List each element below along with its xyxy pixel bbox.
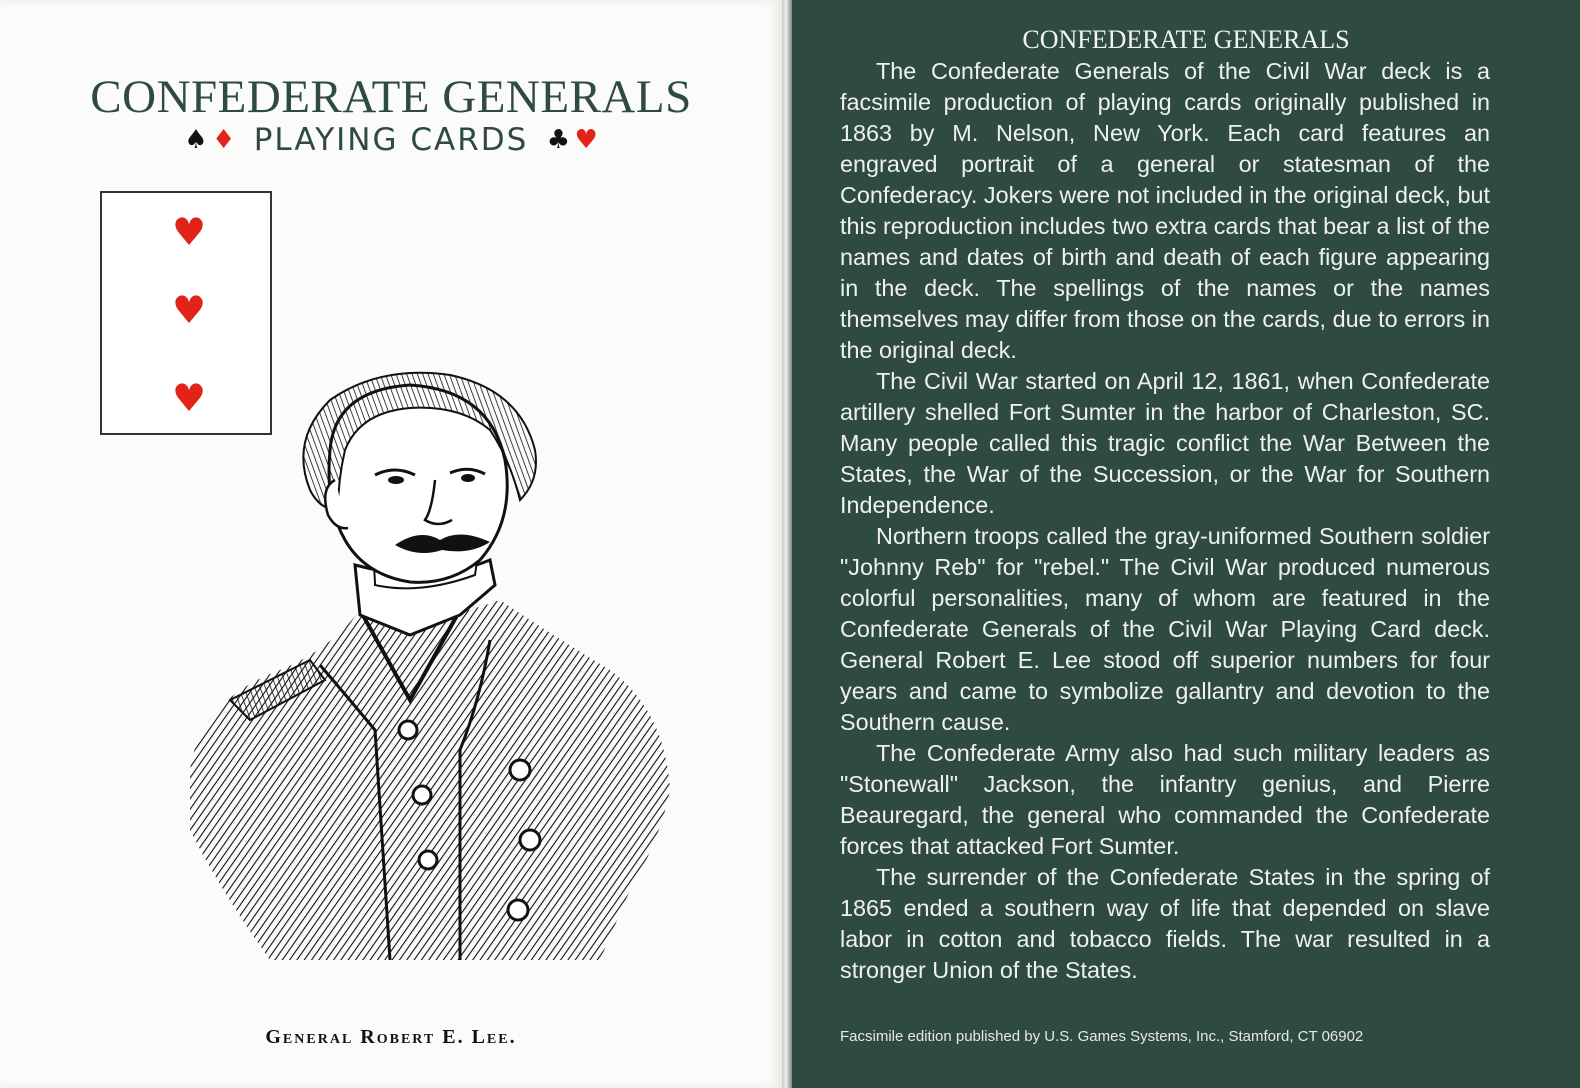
heart-icon: ♥ <box>172 376 207 420</box>
paragraph: The Confederate Army also had such military leaders as "Stonewall" Jackson, the infantry genius, and Pierre Beauregard, the general who commanded the Confederate forces that attacked Fort Sumter. <box>840 740 1490 859</box>
diamond-icon: ♦ <box>211 125 236 155</box>
box-back <box>792 0 1580 1088</box>
heart-icon: ♥ <box>172 288 207 332</box>
heart-icon: ♥ <box>172 210 207 254</box>
subtitle-row <box>0 122 782 158</box>
paragraph: Northern troops called the gray-uniformed Southern soldier "Johnny Reb" for "rebel." The Civil War produced numerous colorful personalities, many of whom are featured in the Confederate Generals of the Civil War Playing Card deck. General Robert E. Lee stood off superior numbers for four years and came to symbolize gallantry and devotion to the Southern cause. <box>840 523 1490 735</box>
box-edge <box>782 0 792 1088</box>
publisher-footer: Facsimile edition published by U.S. Games Systems, Inc., Stamford, CT 06902 <box>840 1028 1364 1045</box>
portrait-engraving <box>160 370 680 970</box>
front-subtitle: PLAYING CARDS <box>253 122 529 158</box>
club-icon: ♣ <box>546 125 571 155</box>
paragraph: The Civil War started on April 12, 1861, when Confederate artillery shelled Fort Sumter in the harbor of Charleston, SC. Many people called this tragic conflict the War Between the States, the War of the Succession, or the War for Southern Independence. <box>840 368 1490 518</box>
paragraph: The surrender of the Confederate States in the spring of 1865 ended a southern way of life that depended on slave labor in cotton and tobacco fields. The war resulted in a stronger Union of the States. <box>840 864 1490 983</box>
spade-icon: ♠ <box>184 125 208 155</box>
box-front <box>0 0 782 1088</box>
back-description <box>840 56 1490 986</box>
back-title: CONFEDERATE GENERALS <box>1022 25 1350 54</box>
portrait-caption: General Robert E. Lee. <box>265 1026 517 1048</box>
front-title: CONFEDERATE GENERALS <box>90 71 692 123</box>
paragraph: The Confederate Generals of the Civil War deck is a facsimile production of playing cards originally published in 1863 by M. Nelson, New York. Each card features an engraved portrait of a general or statesman of the Confederacy. Jokers were not included in the original deck, but this reproduction includes two extra cards that bear a list of the names and dates of birth and death of each figure appearing in the deck. The spellings of the names or the names themselves may differ from those on the cards, due to errors in the original deck. <box>840 58 1490 363</box>
heart-icon: ♥ <box>574 125 598 155</box>
